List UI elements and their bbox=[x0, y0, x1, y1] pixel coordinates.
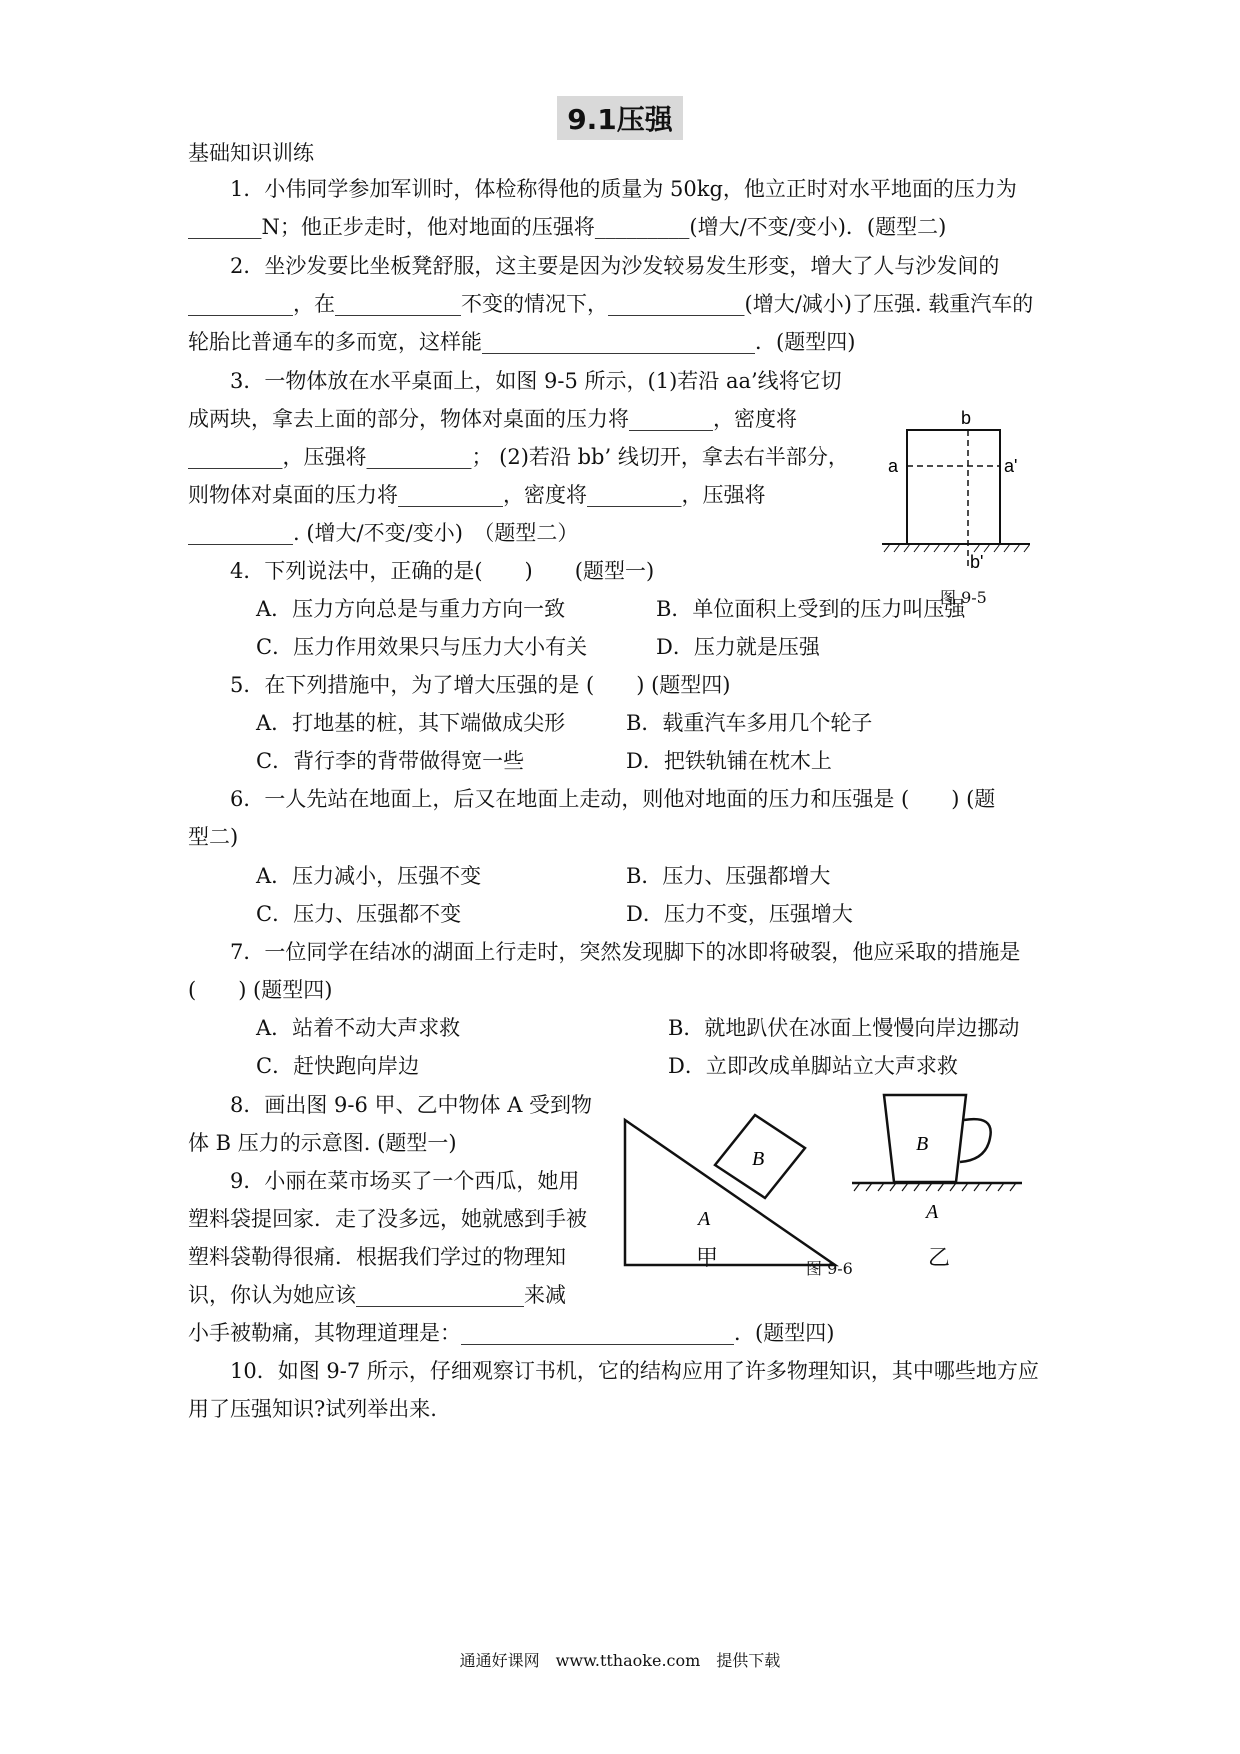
q1-line1: 1．小伟同学参加军训时，体检称得他的质量为 50kg，他立正时对水平地面的压力为 bbox=[230, 177, 1017, 201]
block-label-b: B bbox=[752, 1148, 765, 1170]
q9-line4: 识，你认为她应该________________来减 bbox=[188, 1283, 566, 1307]
q8-line2: 体 B 压力的示意图. (题型一) bbox=[188, 1131, 457, 1155]
q3-line3: _________，压强将__________； (2)若沿 bb’ 线切开，拿去右半部分， bbox=[188, 445, 849, 469]
ground-label-a: A bbox=[926, 1201, 939, 1223]
q7-option-c: C．赶快跑向岸边 bbox=[256, 1054, 420, 1078]
q5-option-c: C．背行李的背带做得宽一些 bbox=[256, 749, 525, 773]
q2-line1: 2．坐沙发要比坐板凳舒服，这主要是因为沙发较易发生形变，增大了人与沙发间的 bbox=[230, 254, 1000, 278]
q10-line1: 10．如图 9-7 所示，仔细观察订书机，它的结构应用了许多物理知识，其中哪些地方应 bbox=[230, 1359, 1039, 1383]
q5-option-a: A．打地基的桩，其下端做成尖形 bbox=[256, 711, 566, 735]
figure-9-5-caption: 图 9-5 bbox=[940, 588, 987, 607]
q6-option-c: C．压力、压强都不变 bbox=[256, 902, 462, 926]
page-title-wrap bbox=[0, 96, 1240, 140]
q8-line1: 8．画出图 9-6 甲、乙中物体 A 受到物 bbox=[230, 1093, 593, 1117]
figure-9-6-label-jia: 甲 bbox=[696, 1246, 719, 1271]
q3-line1: 3．一物体放在水平桌面上，如图 9-5 所示，(1)若沿 aa’线将它切 bbox=[230, 369, 842, 393]
q9-line3: 塑料袋勒得很痛．根据我们学过的物理知 bbox=[188, 1245, 566, 1269]
q9-line2: 塑料袋提回家．走了没多远，她就感到手被 bbox=[188, 1207, 587, 1231]
q5-option-b: B．载重汽车多用几个轮子 bbox=[626, 711, 873, 735]
label-b: b bbox=[961, 410, 972, 428]
q2-line2: __________，在____________不变的情况下，_____________(增大/减小)了压强. 载重汽车的 bbox=[188, 292, 1034, 316]
q7-line2: ( ) (题型四) bbox=[188, 978, 333, 1002]
cup-label-b: B bbox=[916, 1133, 929, 1155]
q4-option-b: B．单位面积上受到的压力叫压强 bbox=[656, 597, 966, 621]
q3-line5: __________. (增大/不变/变小) （题型二） bbox=[188, 521, 579, 545]
q7-line1: 7．一位同学在结冰的湖面上行走时，突然发现脚下的冰即将破裂，他应采取的措施是 bbox=[230, 940, 1021, 964]
label-a: a bbox=[888, 456, 899, 476]
q4-option-a: A．压力方向总是与重力方向一致 bbox=[256, 597, 566, 621]
q5-option-d: D．把铁轨铺在枕木上 bbox=[626, 749, 832, 773]
q2-line3: 轮胎比普通车的多而宽，这样能__________________________．(题型四) bbox=[188, 330, 856, 354]
q3-line4: 则物体对桌面的压力将__________，密度将_________，压强将 bbox=[188, 483, 766, 507]
q3-line2: 成两块，拿去上面的部分，物体对桌面的压力将________，密度将 bbox=[188, 407, 797, 431]
label-b-prime: b' bbox=[970, 552, 984, 570]
q4-option-d: D．压力就是压强 bbox=[656, 635, 820, 659]
q7-option-b: B．就地趴伏在冰面上慢慢向岸边挪动 bbox=[668, 1016, 1020, 1040]
q5-stem: 5．在下列措施中，为了增大压强的是 ( ) (题型四) bbox=[230, 673, 731, 697]
section-heading: 基础知识训练 bbox=[188, 141, 314, 165]
q6-option-d: D．压力不变，压强增大 bbox=[626, 902, 853, 926]
incline-A bbox=[625, 1120, 835, 1265]
page-footer: 通通好课网 www.tthaoke.com 提供下载 bbox=[459, 1651, 781, 1670]
ground-hatch bbox=[884, 544, 1030, 552]
q1-line2: _______N；他正步走时，他对地面的压强将_________(增大/不变/变小)．(题型二) bbox=[188, 215, 947, 239]
q9-line5: 小手被勒痛，其物理道理是：__________________________．(题型四) bbox=[188, 1321, 835, 1345]
q4-option-c: C．压力作用效果只与压力大小有关 bbox=[256, 635, 588, 659]
q9-line1: 9．小丽在菜市场买了一个西瓜，她用 bbox=[230, 1169, 580, 1193]
q10-line2: 用了压强知识?试列举出来. bbox=[188, 1397, 437, 1421]
q7-option-d: D．立即改成单脚站立大声求救 bbox=[668, 1054, 958, 1078]
q7-option-a: A．站着不动大声求救 bbox=[256, 1016, 461, 1040]
cup-handle bbox=[960, 1119, 991, 1162]
figure-9-6-caption: 图 9-6 bbox=[806, 1259, 853, 1278]
q6-line1: 6．一人先站在地面上，后又在地面上走动，则他对地面的压力和压强是 ( ) (题 bbox=[230, 787, 996, 811]
figure-9-6-label-yi: 乙 bbox=[928, 1246, 951, 1271]
label-a-prime: a' bbox=[1004, 456, 1018, 476]
q6-option-a: A．压力减小，压强不变 bbox=[256, 864, 482, 888]
q4-stem: 4．下列说法中，正确的是( ) (题型一) bbox=[230, 559, 655, 583]
figure-9-5 bbox=[870, 410, 1030, 570]
q6-line2: 型二) bbox=[188, 825, 239, 849]
block-rect bbox=[907, 430, 1000, 544]
page-title: 9.1压强 bbox=[557, 96, 683, 140]
incline-label-a: A bbox=[698, 1208, 711, 1230]
q6-option-b: B．压力、压强都增大 bbox=[626, 864, 831, 888]
